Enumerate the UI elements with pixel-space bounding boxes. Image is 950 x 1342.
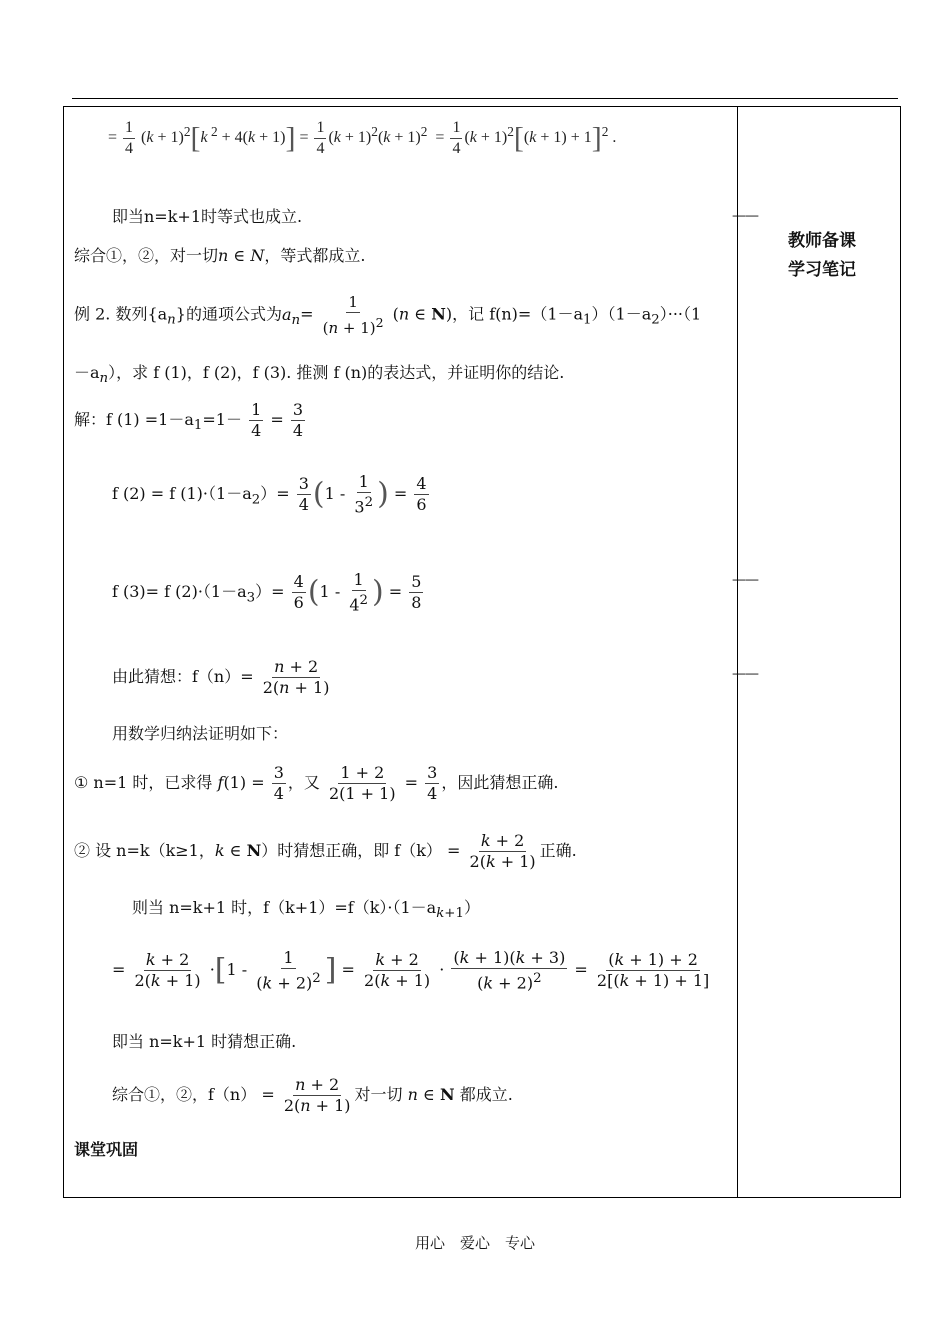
- f3-line: f (3)= f $(2)\cdot(1-a_3)=$ $\frac{4}{6}$ (1 - $\frac{1}{4^2}$ ) = $\frac{5}{8}$: [112, 570, 422, 615]
- text-line: 即当 n=k+1 时猜想正确.: [112, 1032, 297, 1051]
- formula-line-1: = $\frac{1}{4}$ $(k + 1)^2[k$ $^2$ + 4(k + 1)] = $\frac{1}{4}$ $(k + 1)^2(k + 1)^2$ = $\frac{1}{4}$ $(k + 1)^2[(k + 1) + 1]^2$ .: [108, 119, 617, 157]
- example-2: 例 2. 数列$\{a_n\}$的通项公式为$a_n=$ $\frac{1}{(n + 1)^2}$ (n ∈ N)，记 $f(n)=(1-a_1)(1-a_2)\cdot\cdot\cdot(1$: [74, 293, 702, 337]
- margin-dash: ——: [732, 208, 758, 224]
- page-footer: 用心 爱心 专心: [414, 1234, 535, 1252]
- guess-line: 由此猜想：f（n）= $\frac{n + 2}{2(n + 1)}$: [112, 657, 330, 697]
- text-line: 即当n=k+1时等式也成立.: [112, 207, 303, 226]
- text-line: 用数学归纳法证明如下：: [112, 724, 289, 743]
- solution-line: 解：f $(1) =1-a_1=1-$ $\frac{1}{4}$ = $\frac{3}{4}$: [74, 400, 304, 440]
- sidebar-title-2: 学习笔记: [788, 260, 856, 280]
- then-line: 则当 n=k+1 时，$f(k+1)=f(k)\cdot(1-a_{k+1})$: [132, 898, 480, 922]
- f2-line: f (2) = f $(1)\cdot(1-a_2)=$ $\frac{3}{4}$ (1 - $\frac{1}{3^2}$ ) = $\frac{4}{6}$: [112, 472, 427, 517]
- margin-dash: ——: [732, 572, 758, 588]
- sidebar-title-1: 教师备课: [788, 231, 856, 251]
- margin-dash: ——: [732, 666, 758, 682]
- text-line: $-a_n$），求 f (1)，f (2)，f (3). 推测 f (n)的表达式，并证明你的结论.: [74, 363, 565, 387]
- derivation-line: = $\frac{k + 2}{2(k + 1)}$ ·[1 - $\frac{1}{(k + 2)^2}$ ] = $\frac{k + 2}{2(k + 1)}$ · $\frac{(k + 1)(k + 3)}{(k + 2)^2}$ = $\frac{(k + 1) + 2}{2[(k + 1) + 1]}$: [112, 948, 710, 993]
- column-divider: [737, 106, 738, 1198]
- conclusion-line: 综合①，②，f（n） = $\frac{n + 2}{2(n + 1)}$ 对一切 n ∈ N 都成立.: [112, 1075, 513, 1115]
- text-line: 综合①，②，对一切n ∈ N，等式都成立.: [74, 246, 366, 265]
- section-heading: 课堂巩固: [74, 1140, 139, 1159]
- step-2: ② 设 n=k（k≥1，k ∈ N）时猜想正确，即 f（k） = $\frac{k + 2}{2(k + 1)}$ 正确.: [74, 831, 577, 871]
- step-1: ① n=1 时，已求得 f(1) = $\frac{3}{4}$ ，又 $\frac{1 + 2}{2(1 + 1)}$ = $\frac{3}{4}$ ，因此猜想正确.: [74, 763, 559, 803]
- header-rule: [72, 98, 898, 99]
